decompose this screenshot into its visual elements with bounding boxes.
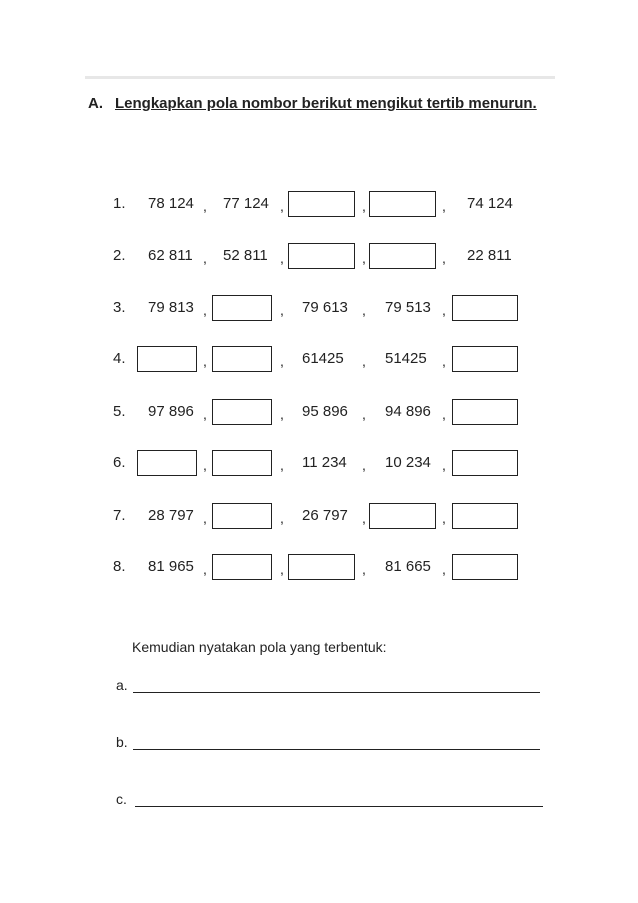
answer-box[interactable]: [452, 503, 518, 529]
pattern-number: 97 896: [148, 403, 194, 420]
comma-separator: ,: [280, 510, 284, 526]
row-number: 4.: [113, 350, 126, 367]
answer-box[interactable]: [369, 191, 436, 217]
pattern-number: 22 811: [467, 247, 512, 264]
comma-separator: ,: [203, 457, 207, 473]
pattern-number: 10 234: [385, 454, 431, 471]
pattern-number: 74 124: [467, 195, 513, 212]
comma-separator: ,: [362, 198, 366, 214]
answer-line[interactable]: [135, 806, 543, 807]
answer-box[interactable]: [212, 503, 272, 529]
comma-separator: ,: [280, 250, 284, 266]
comma-separator: ,: [280, 198, 284, 214]
row-number: 1.: [113, 195, 126, 212]
comma-separator: ,: [442, 561, 446, 577]
answer-line[interactable]: [133, 749, 540, 750]
row-number: 7.: [113, 507, 126, 524]
answer-box[interactable]: [452, 554, 518, 580]
pattern-number: 11 234: [302, 454, 347, 471]
row-number: 8.: [113, 558, 126, 575]
comma-separator: ,: [442, 406, 446, 422]
answer-box[interactable]: [288, 243, 355, 269]
comma-separator: ,: [203, 302, 207, 318]
comma-separator: ,: [203, 198, 207, 214]
comma-separator: ,: [442, 198, 446, 214]
answer-box[interactable]: [137, 346, 197, 372]
followup-prompt: Kemudian nyatakan pola yang terbentuk:: [132, 639, 387, 655]
row-number: 5.: [113, 403, 126, 420]
answer-label: c.: [116, 791, 127, 807]
comma-separator: ,: [442, 510, 446, 526]
answer-box[interactable]: [369, 503, 436, 529]
comma-separator: ,: [203, 561, 207, 577]
answer-box[interactable]: [212, 450, 272, 476]
comma-separator: ,: [280, 353, 284, 369]
answer-box[interactable]: [212, 399, 272, 425]
pattern-number: 26 797: [302, 507, 348, 524]
comma-separator: ,: [280, 302, 284, 318]
pattern-number: 61425: [302, 350, 344, 367]
comma-separator: ,: [362, 406, 366, 422]
pattern-number: 81 965: [148, 558, 194, 575]
pattern-number: 62 811: [148, 247, 193, 264]
comma-separator: ,: [362, 561, 366, 577]
answer-box[interactable]: [212, 295, 272, 321]
row-number: 6.: [113, 454, 126, 471]
pattern-number: 81 665: [385, 558, 431, 575]
answer-box[interactable]: [452, 295, 518, 321]
pattern-number: 79 813: [148, 299, 194, 316]
row-number: 2.: [113, 247, 126, 264]
comma-separator: ,: [442, 457, 446, 473]
pattern-number: 95 896: [302, 403, 348, 420]
comma-separator: ,: [280, 561, 284, 577]
pattern-number: 28 797: [148, 507, 194, 524]
comma-separator: ,: [203, 510, 207, 526]
comma-separator: ,: [442, 250, 446, 266]
answer-box[interactable]: [288, 554, 355, 580]
answer-box[interactable]: [288, 191, 355, 217]
answer-box[interactable]: [137, 450, 197, 476]
comma-separator: ,: [442, 302, 446, 318]
pattern-number: 51425: [385, 350, 427, 367]
pattern-number: 52 811: [223, 247, 268, 264]
pattern-number: 79 613: [302, 299, 348, 316]
comma-separator: ,: [203, 406, 207, 422]
pattern-number: 77 124: [223, 195, 269, 212]
comma-separator: ,: [362, 510, 366, 526]
comma-separator: ,: [362, 250, 366, 266]
comma-separator: ,: [362, 302, 366, 318]
comma-separator: ,: [203, 353, 207, 369]
comma-separator: ,: [442, 353, 446, 369]
section-letter: A.: [88, 95, 103, 112]
answer-box[interactable]: [212, 554, 272, 580]
answer-label: a.: [116, 677, 128, 693]
comma-separator: ,: [280, 457, 284, 473]
pattern-number: 94 896: [385, 403, 431, 420]
answer-box[interactable]: [212, 346, 272, 372]
answer-box[interactable]: [452, 399, 518, 425]
comma-separator: ,: [362, 457, 366, 473]
answer-label: b.: [116, 734, 128, 750]
comma-separator: ,: [280, 406, 284, 422]
pattern-number: 78 124: [148, 195, 194, 212]
pattern-number: 79 513: [385, 299, 431, 316]
answer-line[interactable]: [133, 692, 540, 693]
row-number: 3.: [113, 299, 126, 316]
answer-box[interactable]: [452, 346, 518, 372]
answer-box[interactable]: [369, 243, 436, 269]
comma-separator: ,: [203, 250, 207, 266]
section-instruction: Lengkapkan pola nombor berikut mengikut tertib menurun.: [115, 95, 537, 112]
answer-box[interactable]: [452, 450, 518, 476]
comma-separator: ,: [362, 353, 366, 369]
